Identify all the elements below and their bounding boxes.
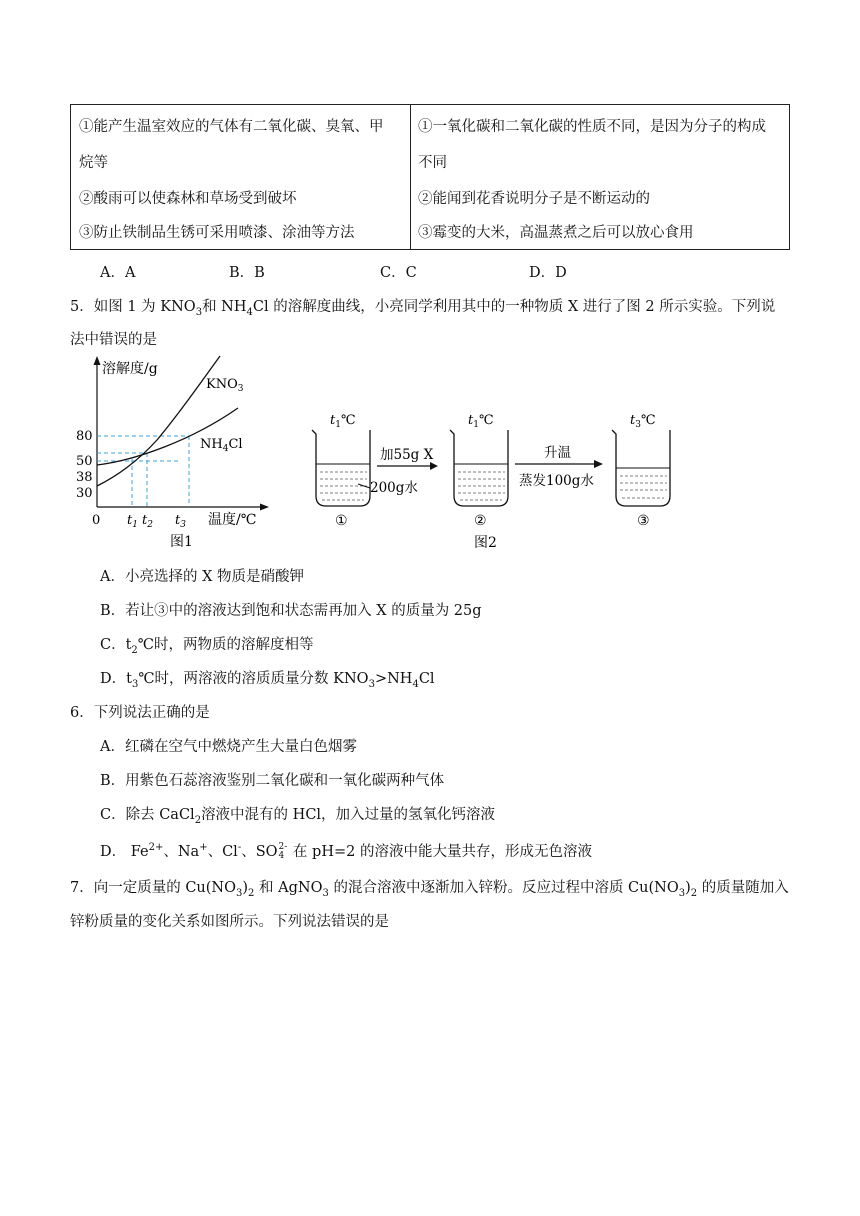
q5-option-b: B．若让③中的溶液达到饱和状态需再加入 X 的质量为 25g — [100, 603, 482, 619]
table-right-line-3: ②能闻到花香说明分子是不断运动的 — [418, 191, 650, 207]
water-leader-line — [358, 484, 370, 488]
x-tick-t2: $t_2$ — [142, 513, 153, 530]
table-divider — [410, 105, 411, 249]
y-axis-arrow — [94, 356, 101, 365]
q6-stem: 6．下列说法正确的是 — [70, 705, 210, 721]
x-tick-t1: $t_1$ — [127, 513, 138, 530]
beaker-3 — [612, 430, 670, 506]
q4-option-c: C．C — [380, 265, 417, 281]
table-left-line-1: ①能产生温室效应的气体有二氧化碳、臭氧、甲 — [79, 119, 384, 135]
table-right-line-4: ③霉变的大米，高温蒸煮之后可以放心食用 — [418, 225, 694, 241]
table-right-line-1: ①一氧化碳和二氧化碳的性质不同，是因为分子的构成 — [418, 119, 766, 135]
q6-option-d: D． $Fe^{2+}$、Na+、Cl-、SO 2- 4 在 pH=2 的溶液中能大量共存，形成无色溶液 — [100, 842, 592, 861]
nh4cl-label: $NH_4Cl$ — [200, 437, 243, 454]
beaker-1 — [312, 430, 370, 506]
beaker-3-temp: $t_3℃$ — [630, 413, 656, 430]
table-left-line-3: ②酸雨可以使森林和草场受到破坏 — [79, 191, 297, 207]
figure-1-caption: 图1 — [170, 534, 193, 550]
x-axis-arrow — [260, 504, 269, 511]
beaker-2-number: ② — [474, 513, 487, 529]
kno3-label: $KNO_3$ — [206, 377, 244, 394]
arrow-2-top-label: 升温 — [544, 445, 571, 461]
q5-stem-line-2: 法中错误的是 — [70, 332, 157, 348]
beaker-1-temp: $t_1℃$ — [330, 413, 356, 430]
q4-statement-table — [70, 104, 790, 250]
x-axis-label: 温度/℃ — [208, 512, 257, 528]
origin-label: 0 — [92, 513, 101, 528]
arrow-1-head — [430, 462, 438, 470]
y-tick-80: 80 — [76, 429, 93, 444]
q4-option-d: D．D — [529, 265, 567, 281]
q6-option-c: C．除去 CaCl$_2$溶液中混有的 HCl，加入过量的氢氧化钙溶液 — [100, 807, 496, 826]
y-axis-label: 溶解度/g — [102, 361, 158, 377]
arrow-2-bottom-label: 蒸发100g水 — [519, 473, 594, 489]
beaker-2-temp: $t_1℃$ — [468, 413, 494, 430]
q7-stem-line-2: 锌粉质量的变化关系如图所示。下列说法错误的是 — [70, 914, 389, 930]
q6-option-a: A．红磷在空气中燃烧产生大量白色烟雾 — [100, 739, 357, 755]
figure-1-solubility-chart — [62, 352, 287, 552]
table-left-line-2: 烷等 — [79, 155, 108, 171]
q5-option-c: C．$t_2℃$时，两物质的溶解度相等 — [100, 637, 314, 656]
figure-2-experiment — [300, 402, 672, 552]
figure-2-caption: 图2 — [474, 535, 497, 551]
q7-stem-line-1: 7．向一定质量的 $Cu(NO_3)_2$ 和 AgNO$_3$ 的混合溶液中逐渐加入锌粉。反应过程中溶质 $Cu(NO_3)_2$ 的质量随加入 — [70, 880, 789, 899]
beaker-3-number: ③ — [637, 513, 650, 529]
arrow-1-label: 加55g X — [380, 447, 434, 463]
guide-lines — [97, 436, 189, 507]
arrow-2-head — [594, 460, 603, 468]
q4-option-b: B．B — [229, 265, 265, 281]
q5-stem-line-1: 5．如图 1 为 $KNO_3$和 $NH_4Cl$ 的溶解度曲线，小亮同学利用其中的一种物质 X 进行了图 2 所示实验。下列说 — [70, 299, 776, 318]
q6-option-b: B．用紫色石蕊溶液鉴别二氧化碳和一氧化碳两种气体 — [100, 773, 445, 789]
y-tick-50: 50 — [76, 454, 93, 469]
q4-option-a: A．A — [100, 265, 136, 281]
table-left-line-4: ③防止铁制品生锈可采用喷漆、涂油等方法 — [79, 225, 355, 241]
beaker-1-number: ① — [335, 513, 348, 529]
q5-option-a: A．小亮选择的 X 物质是硝酸钾 — [100, 569, 305, 585]
x-tick-t3: $t_3$ — [175, 513, 186, 530]
y-tick-38: 38 — [76, 470, 93, 485]
water-label: 200g水 — [370, 480, 418, 496]
q5-option-d: D．$t_3℃$时，两溶液的溶质质量分数 $KNO_3>NH_4Cl$ — [100, 671, 435, 690]
table-right-line-2: 不同 — [418, 155, 447, 171]
y-tick-30: 30 — [76, 486, 93, 501]
beaker-2 — [450, 430, 508, 506]
